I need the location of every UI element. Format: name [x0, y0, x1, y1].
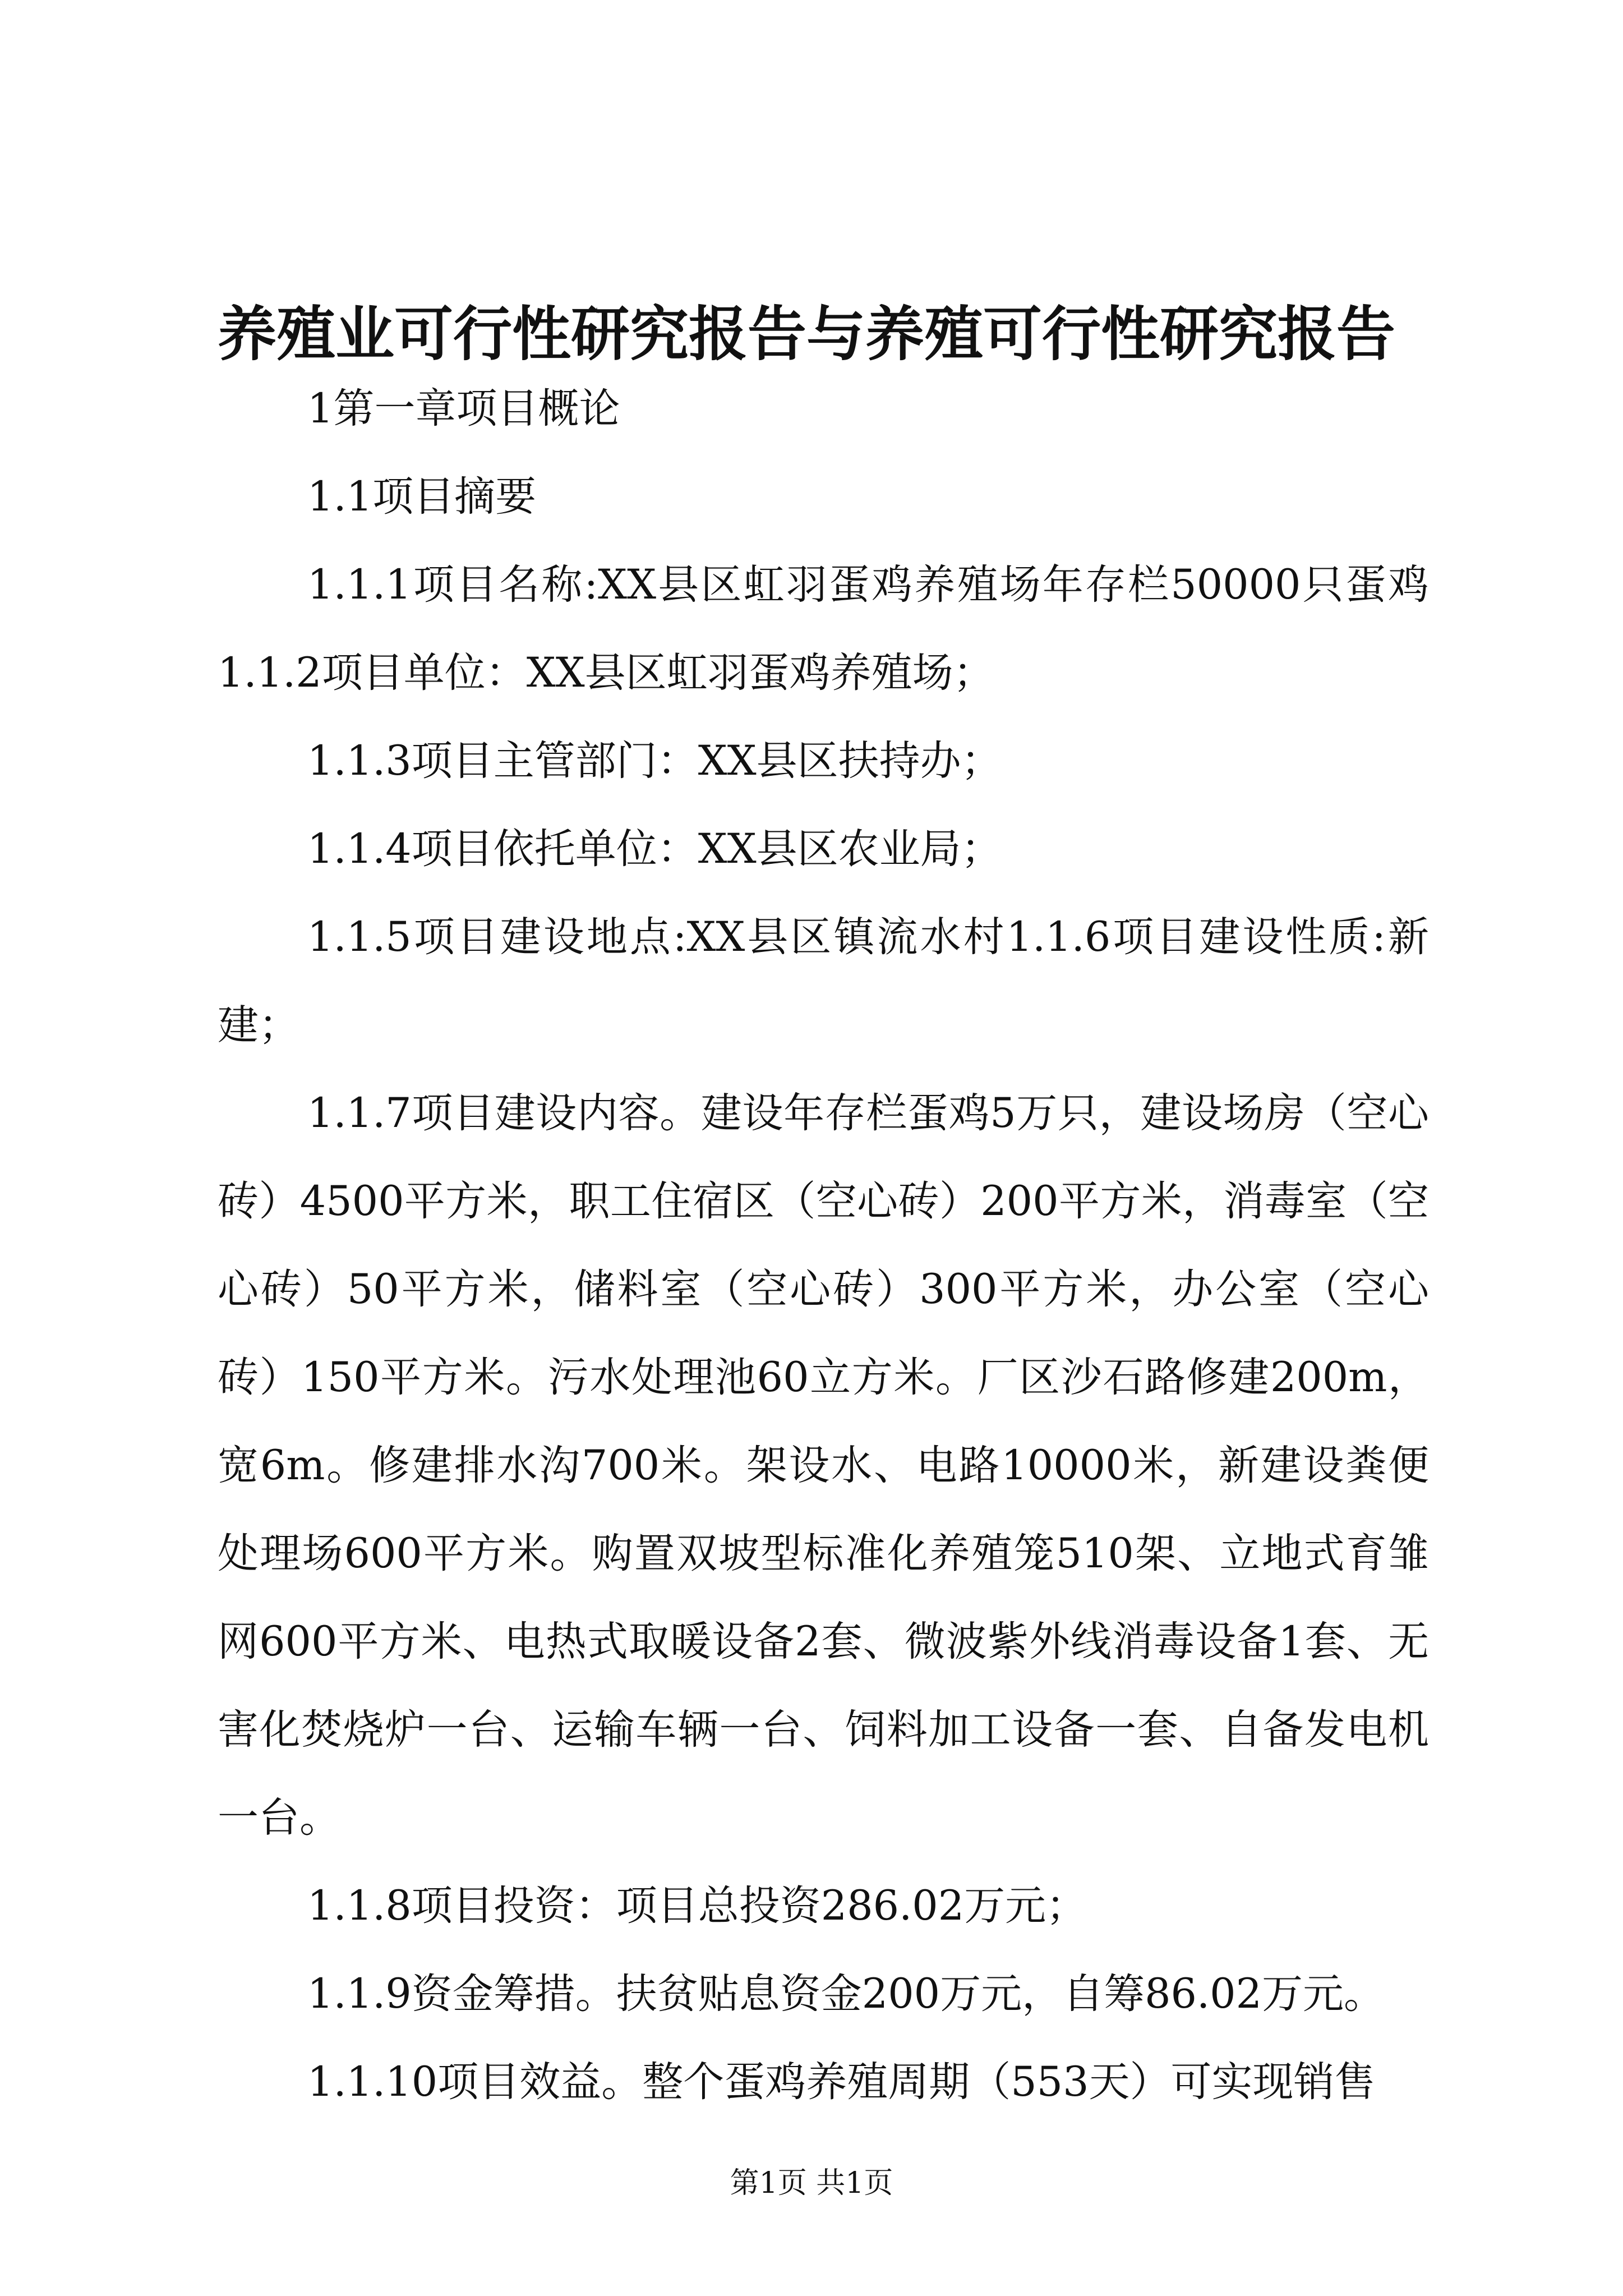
page-footer: 第1页 共1页: [730, 2166, 893, 2200]
document-body: [218, 365, 1429, 2126]
paragraph-construction-content: 1.1.7项目建设内容。建设年存栏蛋鸡5万只，建设场房（空心砖）4500平方米，职工住宿区（空心砖）200平方米，消毒室（空心砖）50平方米，储料室（空心砖）300平方米，办公室（空心砖）150平方米。污水处理池60立方米。厂区沙石路修建200m，宽6m。修建排水沟700米。架设水、电路10000米，新建设粪便处理场600平方米。购置双坡型标准化养殖笼510架、立地式育雏网600平方米、电热式取暖设备2套、微波紫外线消毒设备1套、无害化焚烧炉一台、运输车辆一台、饲料加工设备一套、自备发电机一台。: [218, 1089, 1429, 1842]
paragraph-funding: 1.1.9资金筹措。扶贫贴息资金200万元，自筹86.02万元。: [307, 1970, 1385, 2018]
paragraph-benefits: 1.1.10项目效益。整个蛋鸡养殖周期（553天）可实现销售: [307, 2058, 1376, 2106]
chapter-heading: 1第一章项目概论: [307, 385, 620, 432]
paragraph-department: 1.1.3项目主管部门：XX县区扶持办；: [307, 737, 1002, 785]
document-title: 养殖业可行性研究报告与养殖可行性研究报告: [218, 299, 1396, 369]
section-heading: 1.1项目摘要: [307, 473, 537, 521]
paragraph-supporting-unit: 1.1.4项目依托单位：XX县区农业局；: [307, 825, 1002, 873]
paragraph-project-name: 1.1.1项目名称:XX县区虹羽蛋鸡养殖场年存栏50000只蛋鸡1.1.2项目单位：XX县区虹羽蛋鸡养殖场；: [218, 561, 1429, 697]
paragraph-investment: 1.1.8项目投资：项目总投资286.02万元；: [307, 1882, 1087, 1930]
paragraph-location: 1.1.5项目建设地点:XX县区镇流水村1.1.6项目建设性质:新建；: [218, 913, 1429, 1049]
